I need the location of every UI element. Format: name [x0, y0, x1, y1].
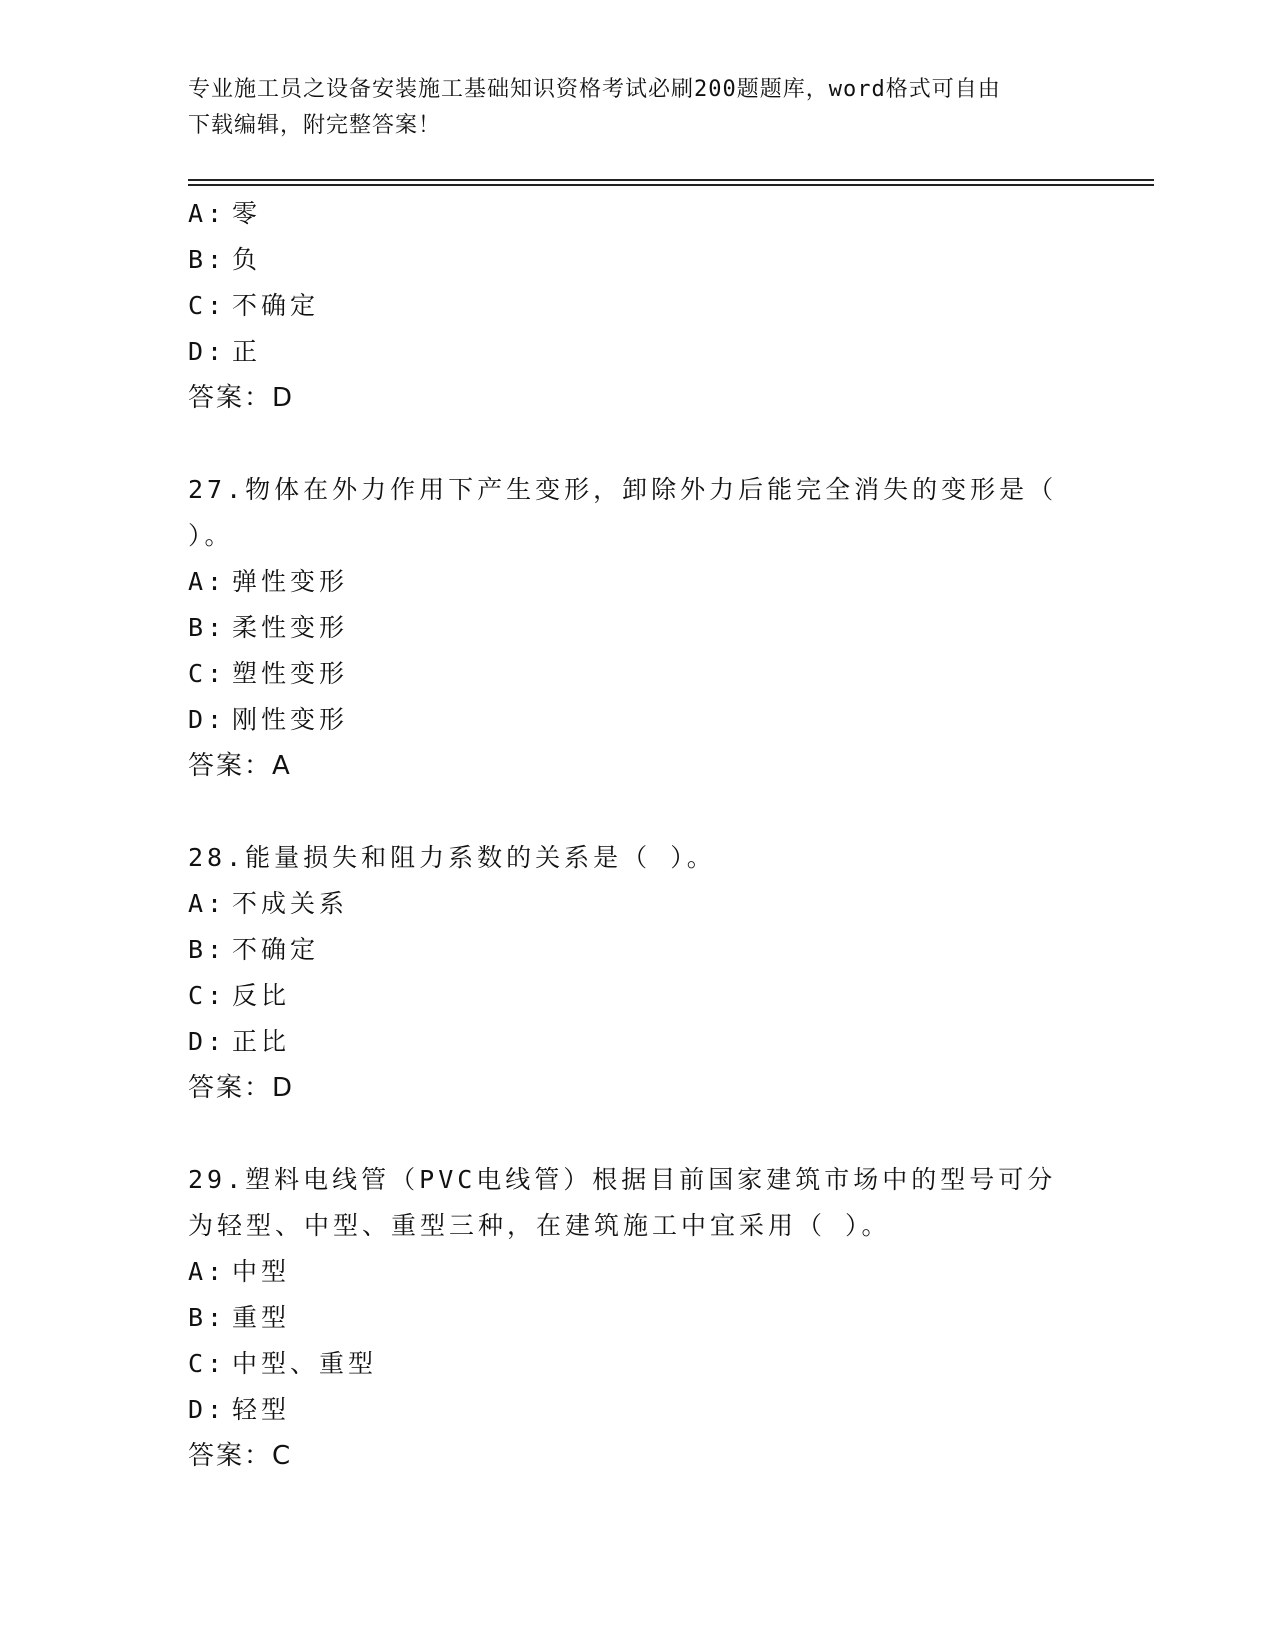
option-c: C: 反比 [188, 981, 291, 1010]
question-29 [188, 1157, 1088, 1479]
header-divider-bottom [188, 184, 1154, 186]
answer: 答案：C [188, 1441, 293, 1471]
header-title-line1: 专业施工员之设备安装施工基础知识资格考试必刷200题题库，word格式可自由 [188, 77, 1001, 102]
document-header [188, 72, 1068, 144]
option-c: C: 中型、重型 [188, 1349, 378, 1378]
option-d: D: 正比 [188, 1027, 291, 1056]
question-27 [188, 467, 1088, 789]
header-title-line2: 下载编辑，附完整答案！ [188, 113, 442, 138]
option-d: D: 轻型 [188, 1395, 291, 1424]
option-d: D: 正 [188, 337, 262, 366]
answer: 答案：D [188, 1073, 295, 1103]
question-title: 27.物体在外力作用下产生变形，卸除外力后能完全消失的变形是（ ）。 [188, 475, 1058, 550]
question-28 [188, 835, 1088, 1111]
option-b: B: 柔性变形 [188, 613, 349, 642]
question-26 [188, 191, 1088, 421]
header-divider-top [188, 179, 1154, 181]
option-b: B: 负 [188, 245, 262, 274]
option-b: B: 不确定 [188, 935, 320, 964]
option-a: A: 中型 [188, 1257, 291, 1286]
answer: 答案：D [188, 383, 295, 413]
question-title: 29.塑料电线管（PVC电线管）根据目前国家建筑市场中的型号可分为轻型、中型、重型三种，在建筑施工中宜采用（ ）。 [188, 1165, 1057, 1240]
option-b: B: 重型 [188, 1303, 291, 1332]
answer: 答案：A [188, 751, 292, 781]
option-d: D: 刚性变形 [188, 705, 349, 734]
option-a: A: 零 [188, 199, 262, 228]
option-a: A: 弹性变形 [188, 567, 349, 596]
option-c: C: 塑性变形 [188, 659, 349, 688]
option-a: A: 不成关系 [188, 889, 349, 918]
option-c: C: 不确定 [188, 291, 320, 320]
question-list [188, 191, 1088, 1479]
question-title: 28.能量损失和阻力系数的关系是（ ）。 [188, 843, 716, 872]
